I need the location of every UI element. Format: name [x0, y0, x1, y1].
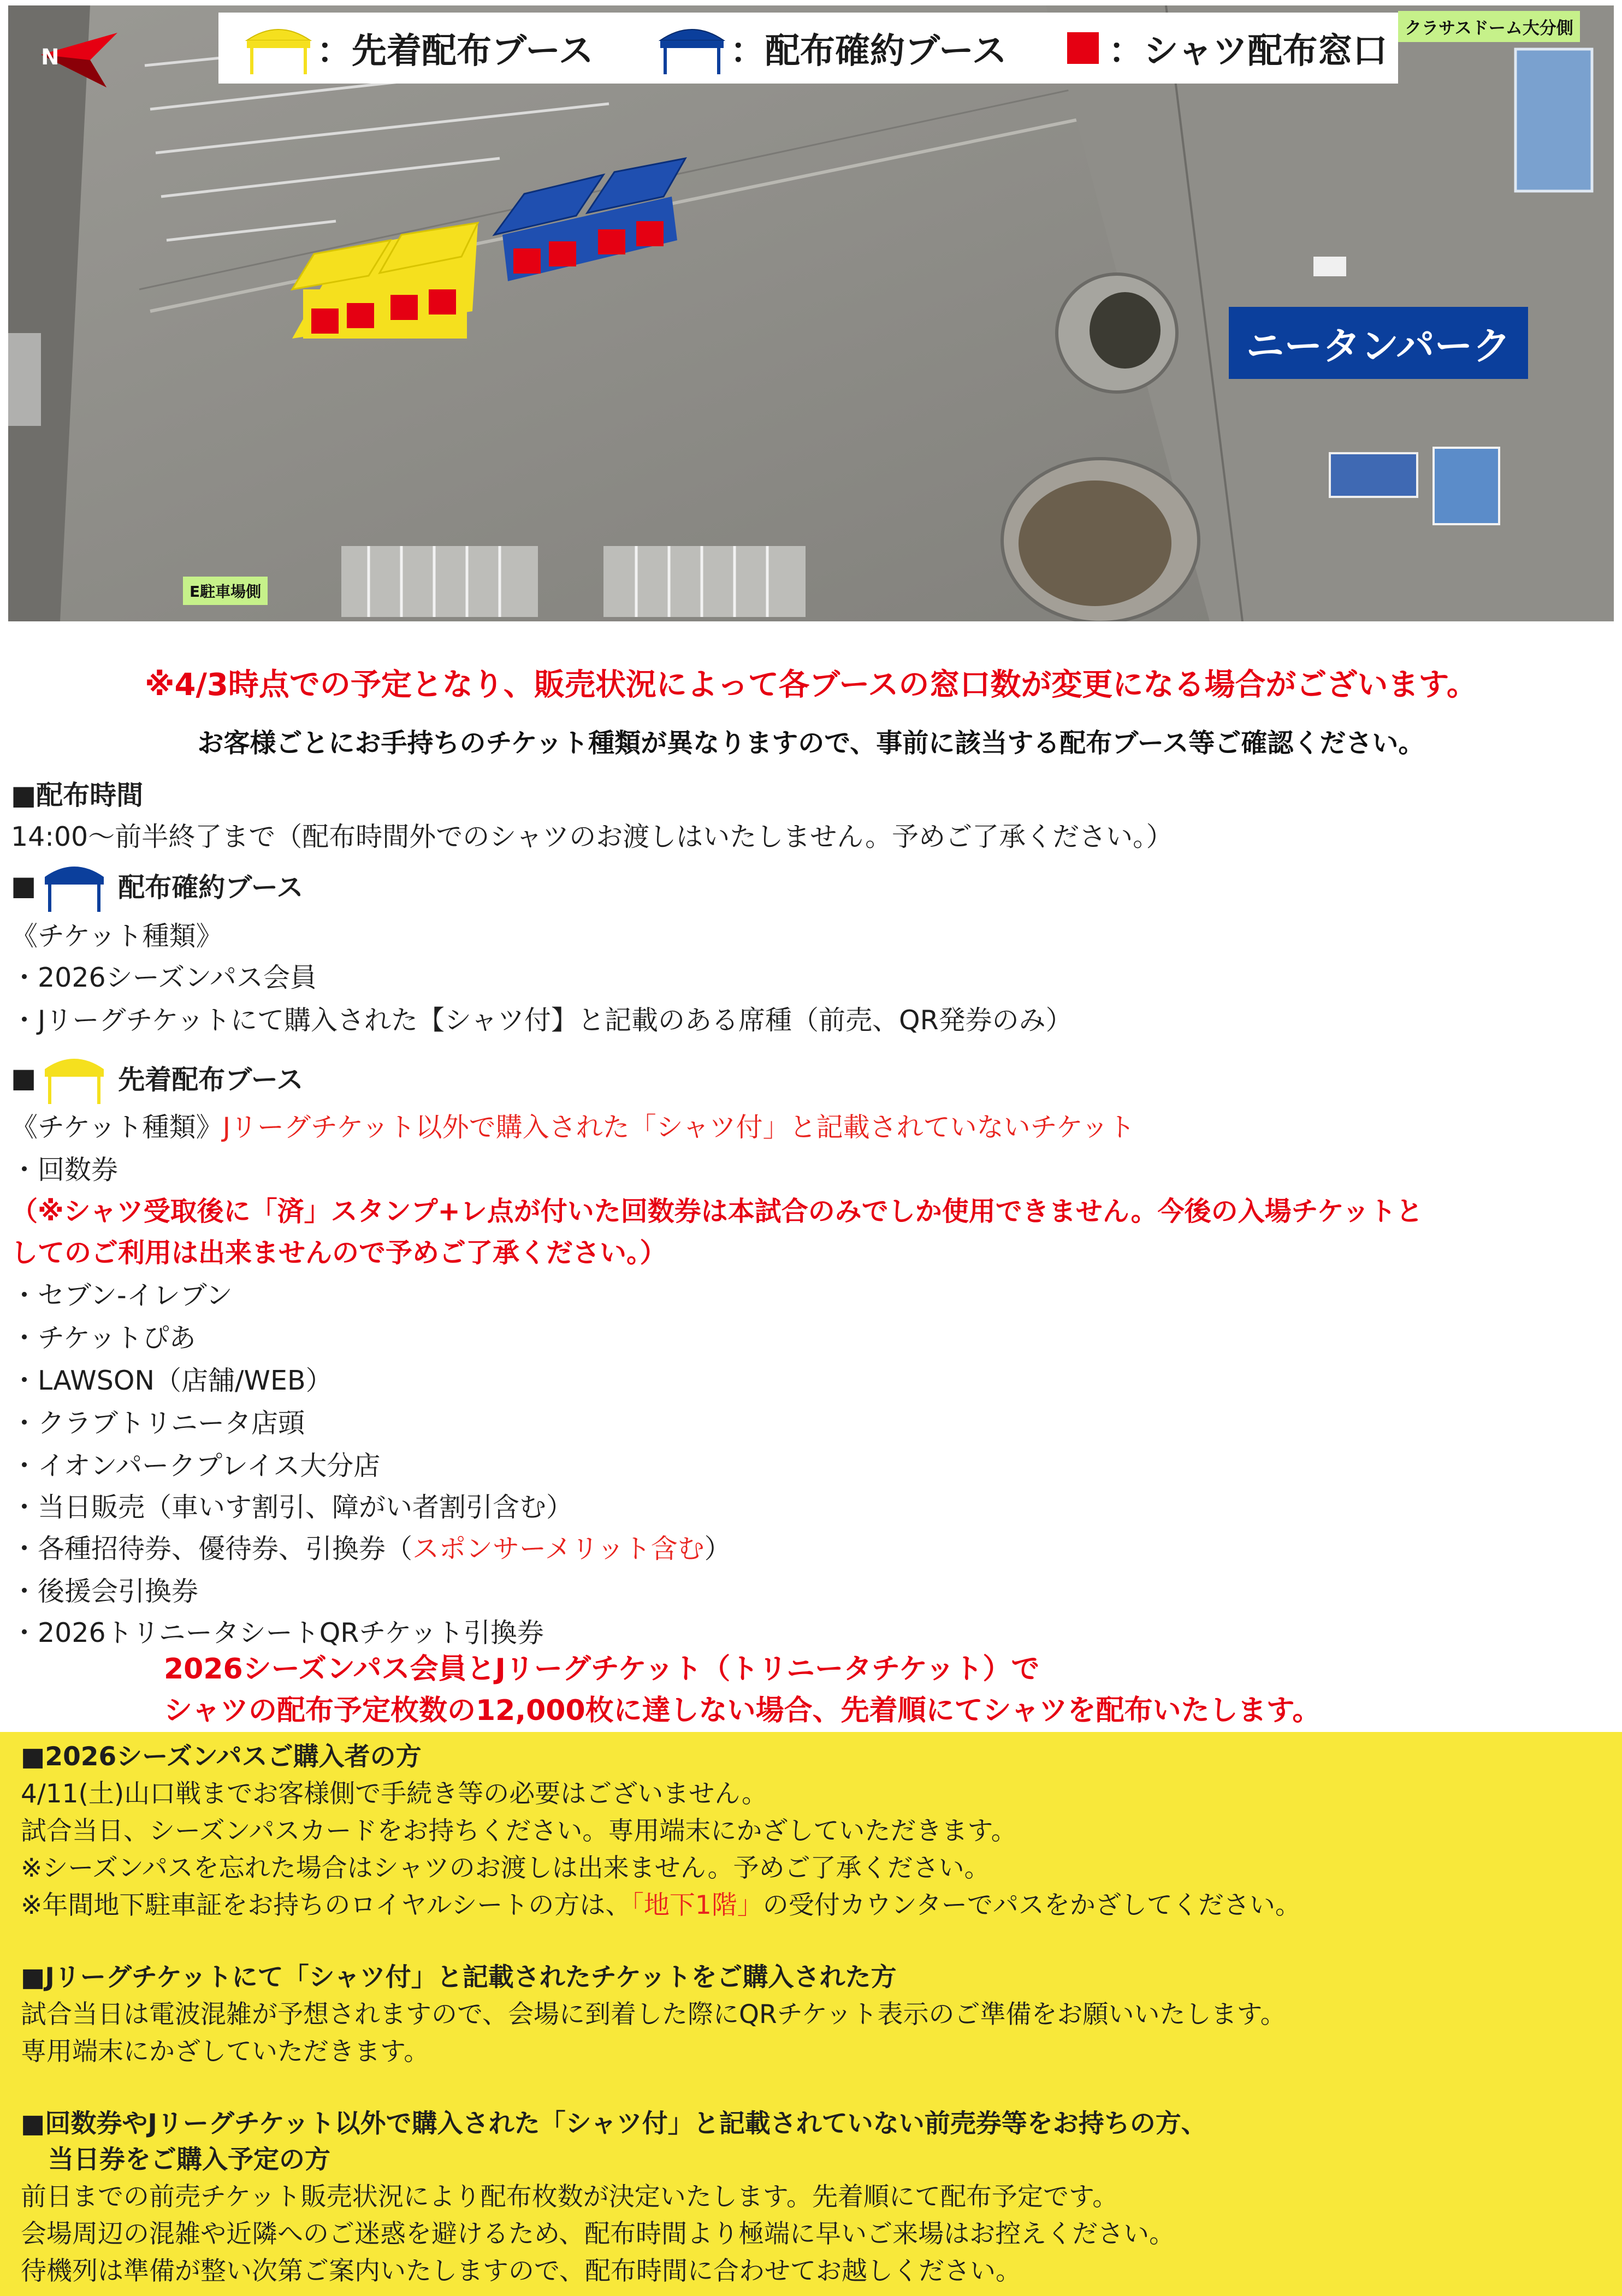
- heading-mark: ■: [11, 1062, 37, 1094]
- list-item: ・後援会引換券: [11, 1576, 199, 1607]
- invite-prefix: ・各種招待券、優待券、引換券（: [11, 1533, 413, 1564]
- red-square-icon: [1067, 32, 1099, 64]
- list-item: ・回数券: [11, 1154, 119, 1185]
- list-item: ・セブン-イレブン: [11, 1280, 233, 1311]
- legend-shirt-window-label: ：シャツ配布窓口: [1108, 31, 1388, 72]
- blue-tent-icon: [42, 858, 107, 913]
- list-item: ・当日販売（車いす割引、障がい者割引含む）: [11, 1492, 573, 1523]
- first-come-ticket-type: [11, 1106, 1135, 1144]
- others-line: 前日までの前売チケット販売状況により配布枚数が決定いたします。先着順にて配布予定です。: [21, 2182, 1118, 2212]
- reserved-booth-title: 配布確約ブース: [118, 872, 304, 903]
- dome-side-tag: クラサスドーム大分側: [1398, 11, 1580, 42]
- others-heading-1: ■回数券やJリーグチケット以外で購入された「シャツ付」と記載されていない前売券等をお持ちの方、: [21, 2109, 1207, 2139]
- parking-prefix: ※年間地下駐車証をお持ちのロイヤルシートの方は、: [21, 1890, 631, 1920]
- parking-suffix: の受付カウンターでパスをかざしてください。: [762, 1890, 1301, 1920]
- list-item: ・LAWSON（店舗/WEB）: [11, 1365, 333, 1396]
- season-pass-heading: ■2026シーズンパスご購入者の方: [21, 1742, 422, 1772]
- first-come-booth-title: 先着配布ブース: [118, 1064, 304, 1095]
- invite-red: スポンサーメリット含む: [412, 1533, 705, 1564]
- list-item: ・イオンパークプレイス大分店: [11, 1450, 381, 1481]
- invite-suffix: ）: [704, 1533, 731, 1564]
- ticket-type-label: 《チケット種類》: [11, 1112, 223, 1143]
- yellow-tent-icon: [42, 1051, 107, 1105]
- season-pass-line: 試合当日、シーズンパスカードをお持ちください。専用端末にかざしていただきます。: [21, 1816, 1017, 1846]
- legend-first-come: [240, 21, 594, 75]
- season-pass-line: ※シーズンパスを忘れた場合はシャツのお渡しは出来ません。予めご了承ください。: [21, 1853, 990, 1883]
- heading-mark: ■: [11, 870, 37, 901]
- jleague-heading: ■Jリーグチケットにて「シャツ付」と記載されたチケットをご購入された方: [21, 1962, 897, 1992]
- shortfall-note-line-2: シャツの配布予定枚数の12,000枚に達しない場合、先着順にてシャツを配布いたします。: [164, 1694, 1321, 1727]
- reserved-booth-heading: [11, 858, 303, 913]
- list-item: ・2026シーズンパス会員: [11, 962, 317, 993]
- distribution-time-text: 14:00〜前半終了まで（配布時間外でのシャツのお渡しはいたしません。予めご了承ください。）: [11, 821, 1173, 852]
- park-label: ニータンパーク: [1229, 307, 1528, 379]
- info-panel: [0, 1732, 1622, 2296]
- list-item: ・チケットぴあ: [11, 1322, 196, 1354]
- reserved-ticket-type-label: 《チケット種類》: [11, 921, 223, 952]
- legend-shirt-window: [1067, 23, 1388, 73]
- parking-red: 「地下1階」: [631, 1890, 763, 1920]
- legend-reserved: [654, 21, 1007, 75]
- coupon-warning-line-1: （※シャツ受取後に「済」スタンプ+レ点が付いた回数券は本試合のみでしか使用できません。今後の入場チケットと: [11, 1196, 1423, 1227]
- confirm-notice: お客様ごとにお手持ちのチケット種類が異なりますので、事前に該当する配布ブース等ご確認ください。: [197, 728, 1425, 758]
- aerial-map: [8, 5, 1614, 621]
- legend-first-come-label: ：先着配布ブース: [317, 31, 594, 72]
- e-parking-side-tag: E駐車場側: [183, 577, 268, 605]
- others-heading-2: 当日券をご購入予定の方: [48, 2145, 330, 2175]
- list-item: ・クラブトリニータ店頭: [11, 1408, 305, 1439]
- season-pass-parking-line: [21, 1885, 1301, 1921]
- first-come-booth-heading: [11, 1051, 303, 1105]
- list-item: [11, 1528, 731, 1566]
- others-red-line: 待機列は準備が整い次第ご案内いたしますので、配布時間に合わせてお越しください。: [21, 2256, 1022, 2286]
- jleague-line: 試合当日は電波混雑が予想されますので、会場に到着した際にQRチケット表示のご準備をお願いいたします。: [21, 2000, 1286, 2030]
- jleague-line: 専用端末にかざしていただきます。: [21, 2037, 430, 2067]
- shortfall-note-line-1: 2026シーズンパス会員とJリーグチケット（トリニータチケット）で: [164, 1653, 1040, 1686]
- blue-tent-icon: [654, 21, 730, 75]
- list-item: ・2026トリニータシートQRチケット引換券: [11, 1617, 544, 1648]
- others-red-line: 会場周辺の混雑や近隣へのご迷惑を避けるため、配布時間より極端に早いご来場はお控えください。: [21, 2219, 1175, 2249]
- legend-reserved-label: ：配布確約ブース: [730, 31, 1007, 72]
- map-legend: [218, 13, 1398, 84]
- change-notice: ※4/3時点での予定となり、販売状況によって各ブースの窓口数が変更になる場合がございます。: [145, 667, 1477, 703]
- season-pass-line: 4/11(土)山口戦までお客様側で手続き等の必要はございません。: [21, 1779, 768, 1809]
- compass-letter: N: [41, 45, 60, 70]
- list-item: ・Jリーグチケットにて購入された【シャツ付】と記載のある席種（前売、QR発券のみ）: [11, 1005, 1073, 1036]
- coupon-warning-line-2: してのご利用は出来ませんので予めご了承ください。）: [11, 1237, 667, 1268]
- yellow-tent-icon: [240, 21, 317, 75]
- distribution-time-heading: ■配布時間: [11, 780, 144, 811]
- ticket-type-note: Jリーグチケット以外で購入された「シャツ付」と記載されていないチケット: [222, 1112, 1135, 1143]
